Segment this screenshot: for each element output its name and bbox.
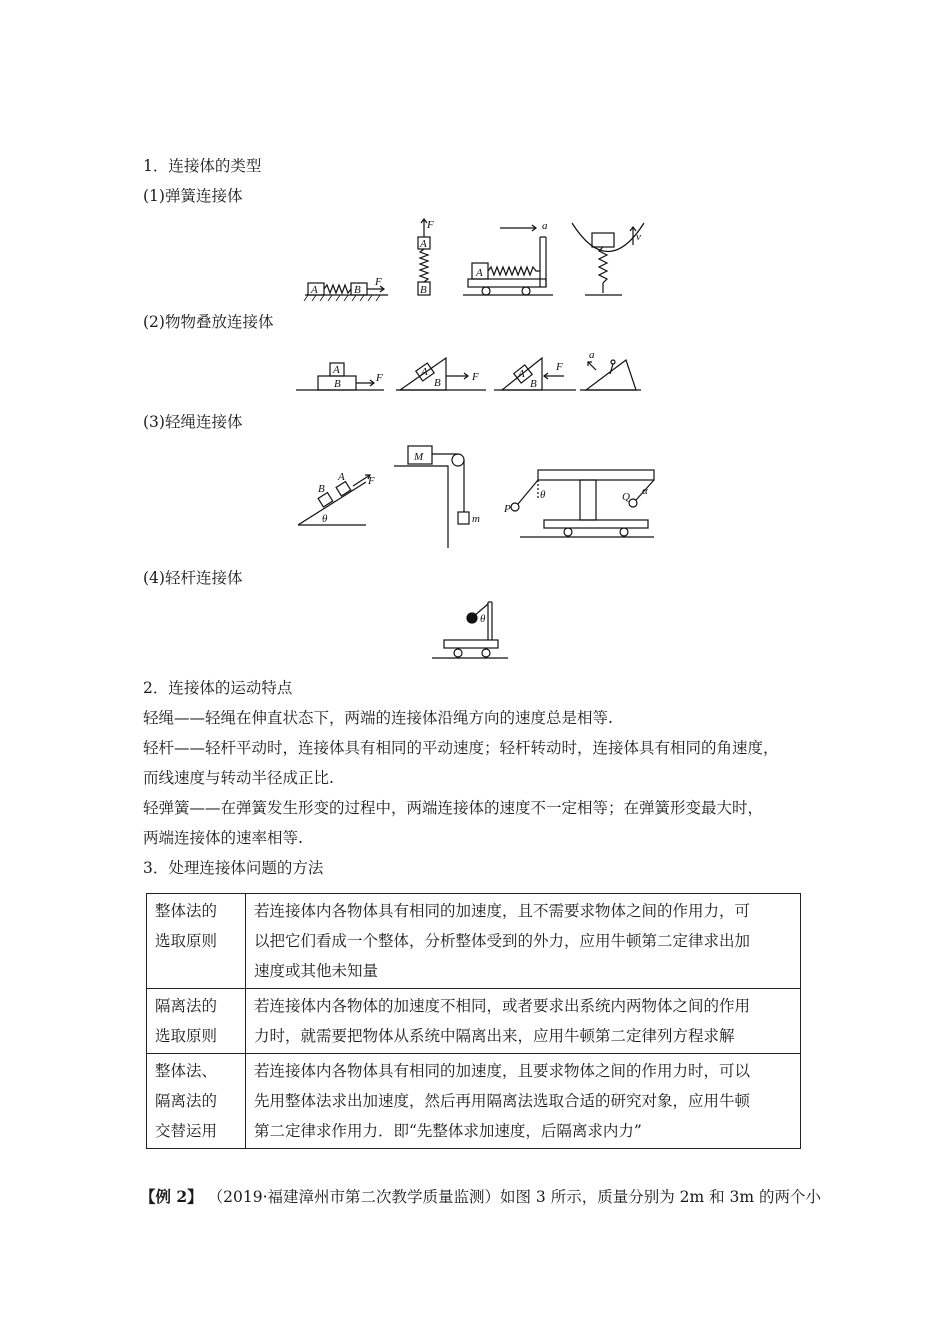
label-B: B [354, 284, 361, 296]
label-theta: θ [322, 513, 328, 525]
rod-feature-text-2: 而线速度与转动半径成正比. [143, 769, 334, 787]
spring-feature-text-2: 两端连接体的速率相等. [143, 829, 303, 847]
svg-text:B: B [420, 284, 427, 296]
svg-text:F: F [368, 475, 375, 487]
svg-text:θ: θ [540, 489, 546, 501]
svg-text:a: a [589, 350, 595, 361]
methods-table [146, 893, 801, 1149]
table-row [147, 989, 801, 1054]
example-text: （2019·福建漳州市第二次教学质量监测）如图 3 所示，质量分别为 2m 和 3m 的两个小 [207, 1188, 822, 1206]
example-tag: 【例 2】 [140, 1187, 203, 1206]
label-M: M [414, 451, 424, 463]
svg-text:B: B [334, 378, 341, 390]
svg-text:F: F [376, 372, 383, 384]
spring-feature-text-1: 轻弹簧——在弹簧发生形变的过程中，两端连接体的速度不一定相等；在弹簧形变最大时， [143, 799, 764, 817]
section1-stacked-heading: (2)物物叠放连接体 [143, 313, 274, 331]
table-row [147, 894, 801, 989]
svg-text:F: F [556, 361, 563, 373]
label-Q: Q [622, 491, 630, 503]
rod-connection-figure [428, 596, 518, 666]
method-desc-cell: 若连接体内各物体具有相同的加速度，且要求物体之间的作用力时，可以 先用整体法求出加速度，然后再用隔离法选取合适的研究对象，应用牛顿 第二定律求作用力．即“先整体求加速度，后隔离求内力” [246, 1054, 801, 1149]
label-v: v [636, 231, 641, 243]
rope-feature-text: 轻绳——轻绳在伸直状态下，两端的连接体沿绳方向的速度总是相等. [143, 709, 613, 727]
svg-text:A: A [476, 267, 483, 279]
svg-text:F: F [427, 219, 434, 231]
svg-text:A: A [518, 368, 525, 380]
spring-connection-figures [300, 215, 670, 305]
rope-connection-figures [298, 440, 658, 550]
label-alpha: α [642, 485, 648, 497]
svg-text:A: A [333, 364, 340, 376]
label-P: P [504, 503, 511, 515]
example-2 [140, 1185, 821, 1207]
svg-text:A: A [420, 238, 427, 250]
section1-title: 1．连接体的类型 [143, 157, 262, 175]
svg-text:A: A [421, 366, 428, 378]
label-m: m [472, 513, 480, 525]
stacked-connection-figures [296, 350, 646, 402]
svg-text:θ: θ [480, 613, 486, 625]
svg-text:B: B [318, 483, 325, 495]
svg-text:B: B [434, 377, 441, 389]
method-name-cell: 整体法的 选取原则 [147, 894, 246, 989]
method-name-cell: 隔离法的 选取原则 [147, 989, 246, 1054]
method-desc-cell: 若连接体内各物体具有相同的加速度，且不需要求物体之间的作用力，可 以把它们看成一个整体，分析整体受到的外力，应用牛顿第二定律求出加 速度或其他未知量 [246, 894, 801, 989]
section1-rod-heading: (4)轻杆连接体 [143, 569, 243, 587]
section1-rope-heading: (3)轻绳连接体 [143, 413, 243, 431]
rod-feature-text-1: 轻杆——轻杆平动时，连接体具有相同的平动速度；轻杆转动时，连接体具有相同的角速度， [143, 739, 779, 757]
method-desc-cell: 若连接体内各物体的加速度不相同，或者要求出系统内两物体之间的作用 力时，就需要把物体从系统中隔离出来，应用牛顿第二定律列方程求解 [246, 989, 801, 1054]
section2-title: 2．连接体的运动特点 [143, 679, 293, 697]
table-row [147, 1054, 801, 1149]
label-F: F [375, 276, 382, 288]
method-name-cell: 整体法、 隔离法的 交替运用 [147, 1054, 246, 1149]
label-a: a [542, 220, 548, 232]
svg-text:A: A [338, 471, 345, 483]
label-A: A [311, 284, 318, 296]
section3-title: 3．处理连接体问题的方法 [143, 859, 324, 877]
svg-text:B: B [530, 378, 537, 390]
svg-text:F: F [472, 371, 479, 383]
section1-spring-heading: (1)弹簧连接体 [143, 187, 243, 205]
